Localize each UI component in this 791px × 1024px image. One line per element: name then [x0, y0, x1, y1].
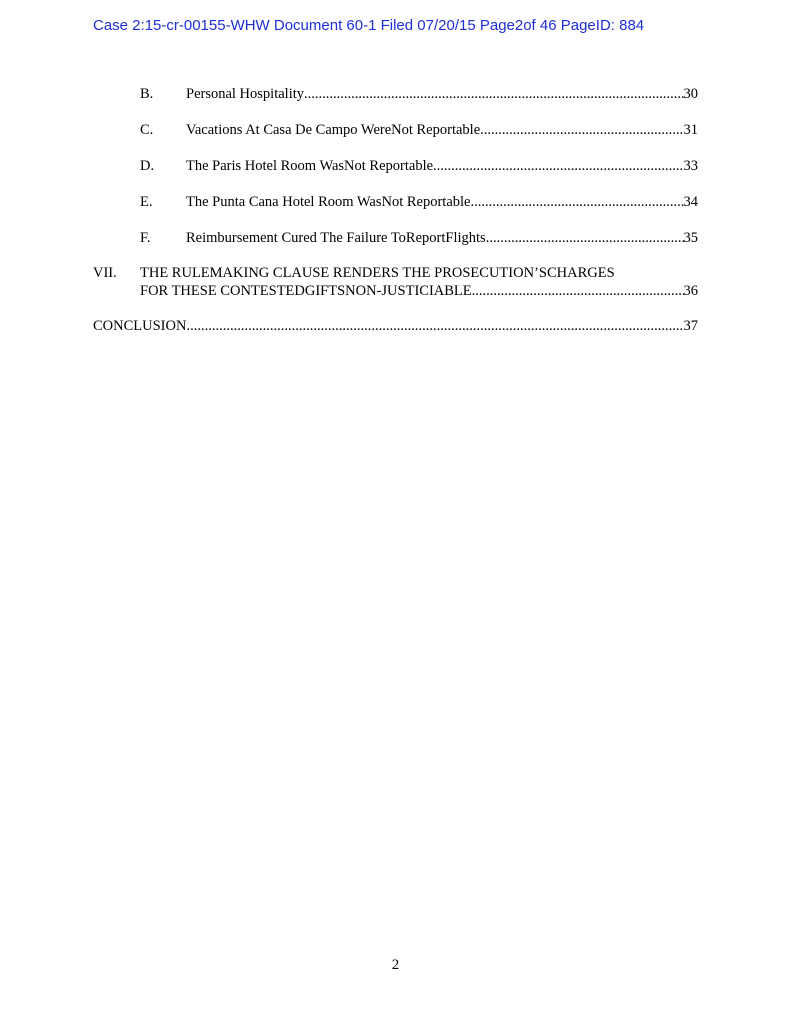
toc-page-number: 31	[683, 122, 698, 138]
toc-entry[interactable]	[186, 157, 698, 175]
toc-entry[interactable]	[140, 282, 698, 300]
toc-leader-dots	[486, 229, 684, 247]
toc-leader-dots	[304, 85, 683, 103]
toc-letter: E.	[140, 194, 153, 210]
toc-leader-dots	[186, 317, 683, 335]
toc-leader-dots	[471, 193, 684, 211]
toc-page-number: 37	[683, 318, 698, 334]
toc-page-number: 34	[683, 194, 698, 210]
toc-entry[interactable]	[186, 121, 698, 139]
toc-page-number: 30	[683, 86, 698, 102]
toc-conclusion-title: CONCLUSION	[93, 318, 187, 334]
page-number: 2	[391, 957, 400, 973]
toc-entry-title: The Punta Cana Hotel Room WasNot Reportable	[186, 194, 471, 210]
toc-section-title-line1[interactable]: THE RULEMAKING CLAUSE RENDERS THE PROSECUTION’SCHARGES	[140, 265, 615, 281]
toc-section-numeral: VII.	[93, 265, 117, 281]
court-filing-stamp: Case 2:15-cr-00155-WHW Document 60-1 Filed 07/20/15 Page2of 46 PageID: 884	[93, 17, 645, 34]
toc-page-number: 33	[683, 158, 698, 174]
toc-entry-title: Reimbursement Cured The Failure ToReportFlights	[186, 230, 486, 246]
toc-entry-title: Personal Hospitality	[186, 86, 305, 102]
toc-page-number: 35	[683, 230, 698, 246]
toc-letter: B.	[140, 86, 154, 102]
toc-leader-dots	[433, 157, 683, 175]
toc-entry[interactable]	[186, 85, 698, 103]
toc-entry[interactable]	[93, 317, 698, 335]
toc-entry-title: The Paris Hotel Room WasNot Reportable	[186, 158, 434, 174]
toc-leader-dots	[480, 121, 683, 139]
toc-entry[interactable]	[186, 193, 698, 211]
toc-entry[interactable]	[186, 229, 698, 247]
toc-entry-title: Vacations At Casa De Campo WereNot Reportable	[186, 122, 481, 138]
toc-letter: D.	[140, 158, 155, 174]
toc-letter: C.	[140, 122, 154, 138]
toc-page-number: 36	[683, 283, 698, 299]
toc-leader-dots	[472, 282, 684, 300]
toc-section-title-line2: FOR THESE CONTESTEDGIFTSNON-JUSTICIABLE	[140, 283, 472, 299]
toc-letter: F.	[140, 230, 151, 246]
